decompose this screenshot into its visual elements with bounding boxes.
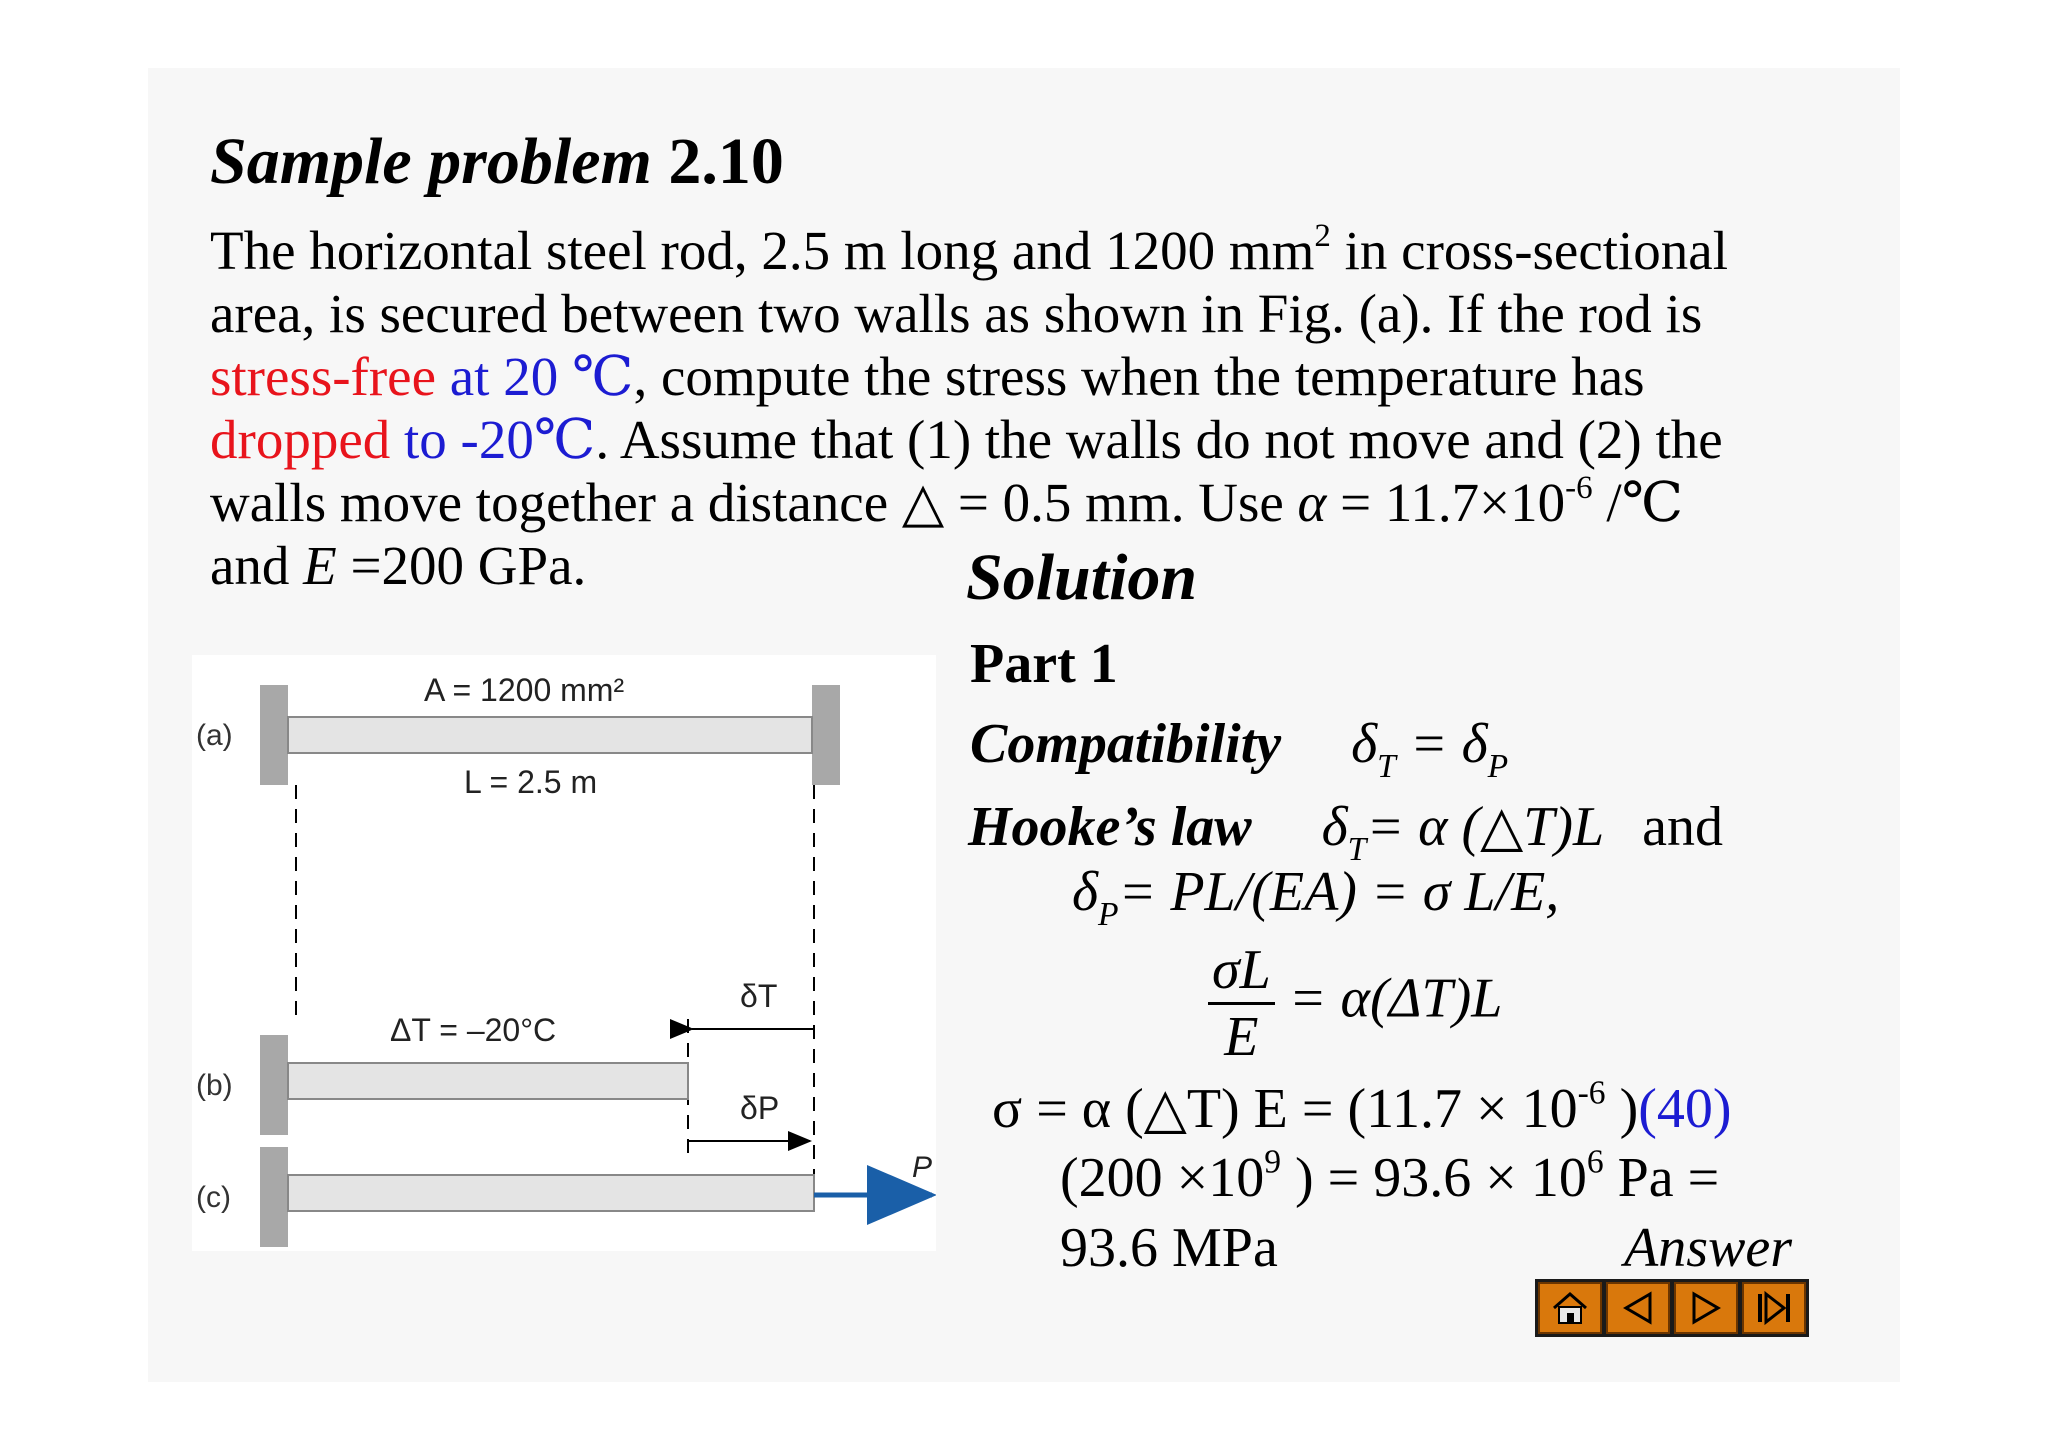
text: /℃ [1592, 472, 1684, 533]
delta-p-label: δP [740, 1090, 780, 1126]
compatibility-label: Compatibility [970, 713, 1282, 775]
superscript: -6 [1577, 1074, 1606, 1112]
delta-t-label: δT [740, 978, 778, 1014]
rod-a [288, 717, 812, 753]
hooke-line [968, 794, 1724, 869]
problem-line-3 [210, 345, 1645, 408]
text: (200 ×10 [1060, 1147, 1265, 1209]
problem-line-1 [210, 219, 1728, 282]
last-button[interactable] [1742, 1282, 1806, 1334]
text: = α (△T)L [1366, 796, 1605, 858]
highlight-blue: to -20℃ [390, 409, 596, 470]
fraction-equation [1208, 938, 1502, 1069]
delta-symbol: δ [1351, 713, 1378, 775]
answer-label: Answer [1624, 1217, 1792, 1279]
superscript: 2 [1314, 217, 1331, 254]
label-c: (c) [196, 1181, 231, 1214]
highlight-red: stress-free [210, 346, 436, 407]
prev-icon [1618, 1288, 1658, 1328]
modulus-symbol: E [303, 535, 337, 596]
subscript: P [1098, 896, 1119, 934]
solution-heading: Solution [966, 541, 1198, 614]
left-wall-b [260, 1035, 288, 1135]
title-text: Sample problem [210, 125, 652, 198]
text: = δ [1395, 713, 1488, 775]
text: = 11.7×10 [1326, 472, 1566, 533]
delta-symbol: δ [1321, 796, 1348, 858]
text: ) = 93.6 × 10 [1281, 1147, 1587, 1209]
temp-label: ΔT = –20°C [390, 1012, 557, 1048]
superscript: 9 [1264, 1143, 1282, 1181]
stress-result: 93.6 MPa [1060, 1217, 1278, 1279]
part-heading: Part 1 [970, 633, 1118, 695]
text: Pa = [1603, 1147, 1720, 1209]
text: =200 GPa. [336, 535, 587, 596]
label-b: (b) [196, 1069, 233, 1102]
text: , compute the stress when the temperature has [633, 346, 1645, 407]
length-label: L = 2.5 m [464, 764, 598, 800]
compatibility-line [970, 712, 1509, 786]
hooke-equation [1321, 796, 1605, 869]
subscript: P [1487, 748, 1509, 786]
text: = PL/(EA) = σ L/E, [1118, 861, 1560, 923]
hooke-label: Hooke’s law [968, 796, 1252, 858]
highlight-red: dropped [210, 409, 391, 470]
delta-symbol: δ [1072, 861, 1099, 923]
left-wall-c [260, 1147, 288, 1247]
superscript: -6 [1565, 469, 1593, 506]
denominator: E [1224, 1006, 1259, 1068]
title-number: 2.10 [668, 125, 784, 198]
rod-diagram [192, 655, 936, 1251]
home-button[interactable] [1538, 1282, 1602, 1334]
force-label: P [912, 1151, 933, 1184]
page-title [210, 124, 784, 200]
fraction [1208, 938, 1275, 1069]
text: walls move together a distance △ = 0.5 mm. Use [210, 472, 1298, 533]
rod-c [288, 1175, 814, 1211]
problem-line-5 [210, 471, 1683, 534]
highlight-blue: at 20 ℃ [436, 346, 634, 407]
problem-line-6 [210, 534, 586, 597]
slide-navigation [1535, 1279, 1809, 1337]
next-button[interactable] [1674, 1282, 1738, 1334]
fraction-rhs: = α(ΔT)L [1288, 967, 1503, 1030]
numerator: σL [1208, 938, 1275, 1005]
text: ) [1605, 1078, 1639, 1140]
compatibility-equation [1351, 713, 1509, 786]
highlight-blue: (40) [1638, 1078, 1732, 1140]
rod-figure [192, 655, 936, 1251]
right-wall-a [812, 685, 840, 785]
text: and [210, 535, 304, 596]
prev-button[interactable] [1606, 1282, 1670, 1334]
delta-p-equation [1072, 860, 1560, 934]
problem-line-4 [210, 408, 1723, 471]
text: The horizontal steel rod, 2.5 m long and 1200 mm [210, 220, 1315, 281]
home-icon [1550, 1288, 1590, 1328]
and-text: and [1642, 796, 1724, 858]
alpha-symbol: α [1297, 472, 1327, 533]
next-icon [1686, 1288, 1726, 1328]
rod-b [288, 1063, 688, 1099]
label-a: (a) [196, 719, 233, 752]
text: σ = α (△T) E = (11.7 × 10 [992, 1078, 1578, 1140]
subscript: T [1347, 831, 1367, 869]
text: in cross-sectional [1330, 220, 1729, 281]
last-icon [1754, 1288, 1794, 1328]
text: . Assume that (1) the walls do not move and (2) the [595, 409, 1723, 470]
stress-line-2 [1060, 1143, 1720, 1210]
left-wall-a [260, 685, 288, 785]
subscript: T [1377, 748, 1396, 786]
area-label: A = 1200 mm² [424, 672, 625, 708]
stress-line-1 [992, 1076, 1732, 1141]
problem-line-2: area, is secured between two walls as shown in Fig. (a). If the rod is [210, 283, 1703, 344]
superscript: 6 [1586, 1143, 1604, 1181]
